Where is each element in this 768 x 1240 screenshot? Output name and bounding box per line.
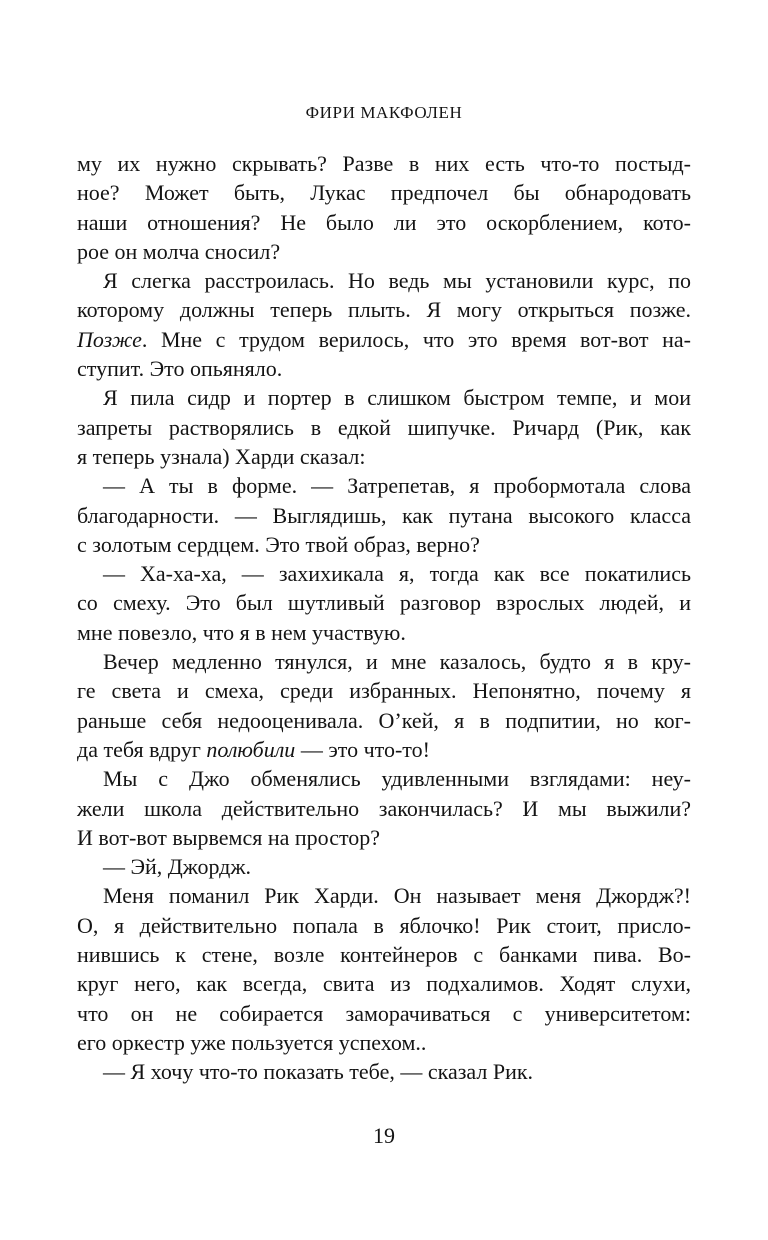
text-line [77,735,691,764]
text-segment: что он не собирается заморачиваться с университетом: [77,1000,691,1026]
text-line [77,178,691,207]
text-segment: Я слегка расстроилась. Но ведь мы установили курс, по [103,268,691,294]
text-line [77,471,691,500]
text-segment: Вечер медленно тянулся, и мне казалось, будто я в кру- [103,649,691,675]
text-line [77,1028,691,1057]
text-line [77,969,691,998]
text-segment: — Эй, Джордж. [103,854,252,880]
text-segment: Мы с Джо обменялись удивленными взглядами: неу- [103,766,691,792]
text-line [77,354,691,383]
page-number: 19 [373,1123,395,1148]
text-segment: — А ты в форме. — Затрепетав, я пробормотала слова [103,473,691,499]
text-segment: му их нужно скрывать? Разве в них есть что-то постыд- [77,151,691,176]
text-line [77,764,691,793]
text-line [77,295,691,324]
text-line [77,911,691,940]
text-segment: . Мне с трудом верилось, что это время вот-вот на- [141,326,691,352]
text-segment: рое он молча сносил? [77,238,281,264]
text-line [77,149,691,178]
text-segment: наши отношения? Не было ли это оскорблением, кото- [77,209,691,235]
text-segment: круг него, как всегда, свита из подхалимов. Ходят слухи, [77,971,691,997]
text-segment: ступит. Это опьяняло. [77,356,283,382]
text-segment: нившись к стене, возле контейнеров с банками пива. Во- [77,942,691,968]
text-line [77,647,691,676]
text-line [77,442,691,471]
text-segment: да тебя вдруг [77,736,207,762]
text-segment: — это что-то! [295,736,430,762]
text-segment: Я пила сидр и портер в слишком быстром темпе, и мои [103,385,691,411]
text-line [77,413,691,442]
text-line [77,237,691,266]
text-line [77,208,691,237]
text-segment: жели школа действительно закончилась? И мы выжили? [77,795,691,821]
text-segment: которому должны теперь плыть. Я могу открыться позже. [77,297,691,323]
text-line [77,266,691,295]
emphasis-text: полюбили [206,736,296,762]
text-segment: И вот-вот вырвемся на простор? [77,824,381,850]
text-segment: ное? Может быть, Лукас предпочел бы обнародовать [77,180,691,206]
body-text [77,149,691,1087]
text-segment: его оркестр уже пользуется успехом.. [77,1029,427,1055]
text-line [77,325,691,354]
text-segment: ге света и смеха, среди избранных. Непонятно, почему я [77,678,691,704]
text-segment: О, я действительно попала в яблочко! Рик стоит, присло- [77,912,691,938]
text-segment: — Ха-ха-ха, — захихикала я, тогда как все покатились [103,561,691,587]
text-line [77,823,691,852]
text-segment: со смеху. Это был шутливый разговор взрослых людей, и [77,590,691,616]
text-line [77,881,691,910]
text-line [77,530,691,559]
text-segment: мне повезло, что я в нем участвую. [77,619,406,645]
running-head: ФИРИ МАКФОЛЕН [305,103,463,122]
text-segment: с золотым сердцем. Это твой образ, верно? [77,531,480,557]
text-line [77,706,691,735]
text-line [77,852,691,881]
text-line [77,1057,691,1086]
text-line [77,559,691,588]
text-segment: благодарности. — Выглядишь, как путана высокого класса [77,502,691,528]
text-line [77,999,691,1028]
text-line [77,618,691,647]
text-line [77,501,691,530]
text-segment: я теперь узнала) Харди сказал: [77,443,366,469]
text-line [77,383,691,412]
text-segment: Меня поманил Рик Харди. Он называет меня Джордж?! [103,883,691,909]
text-line [77,940,691,969]
text-segment: раньше себя недооценивала. О’кей, я в подпитии, но ког- [77,707,691,733]
text-line [77,588,691,617]
text-segment: запреты растворялись в едкой шипучке. Ричард (Рик, как [77,414,691,440]
text-segment: — Я хочу что-то показать тебе, — сказал Рик. [103,1059,534,1085]
emphasis-text: Позже [77,326,142,352]
text-line [77,676,691,705]
text-line [77,794,691,823]
